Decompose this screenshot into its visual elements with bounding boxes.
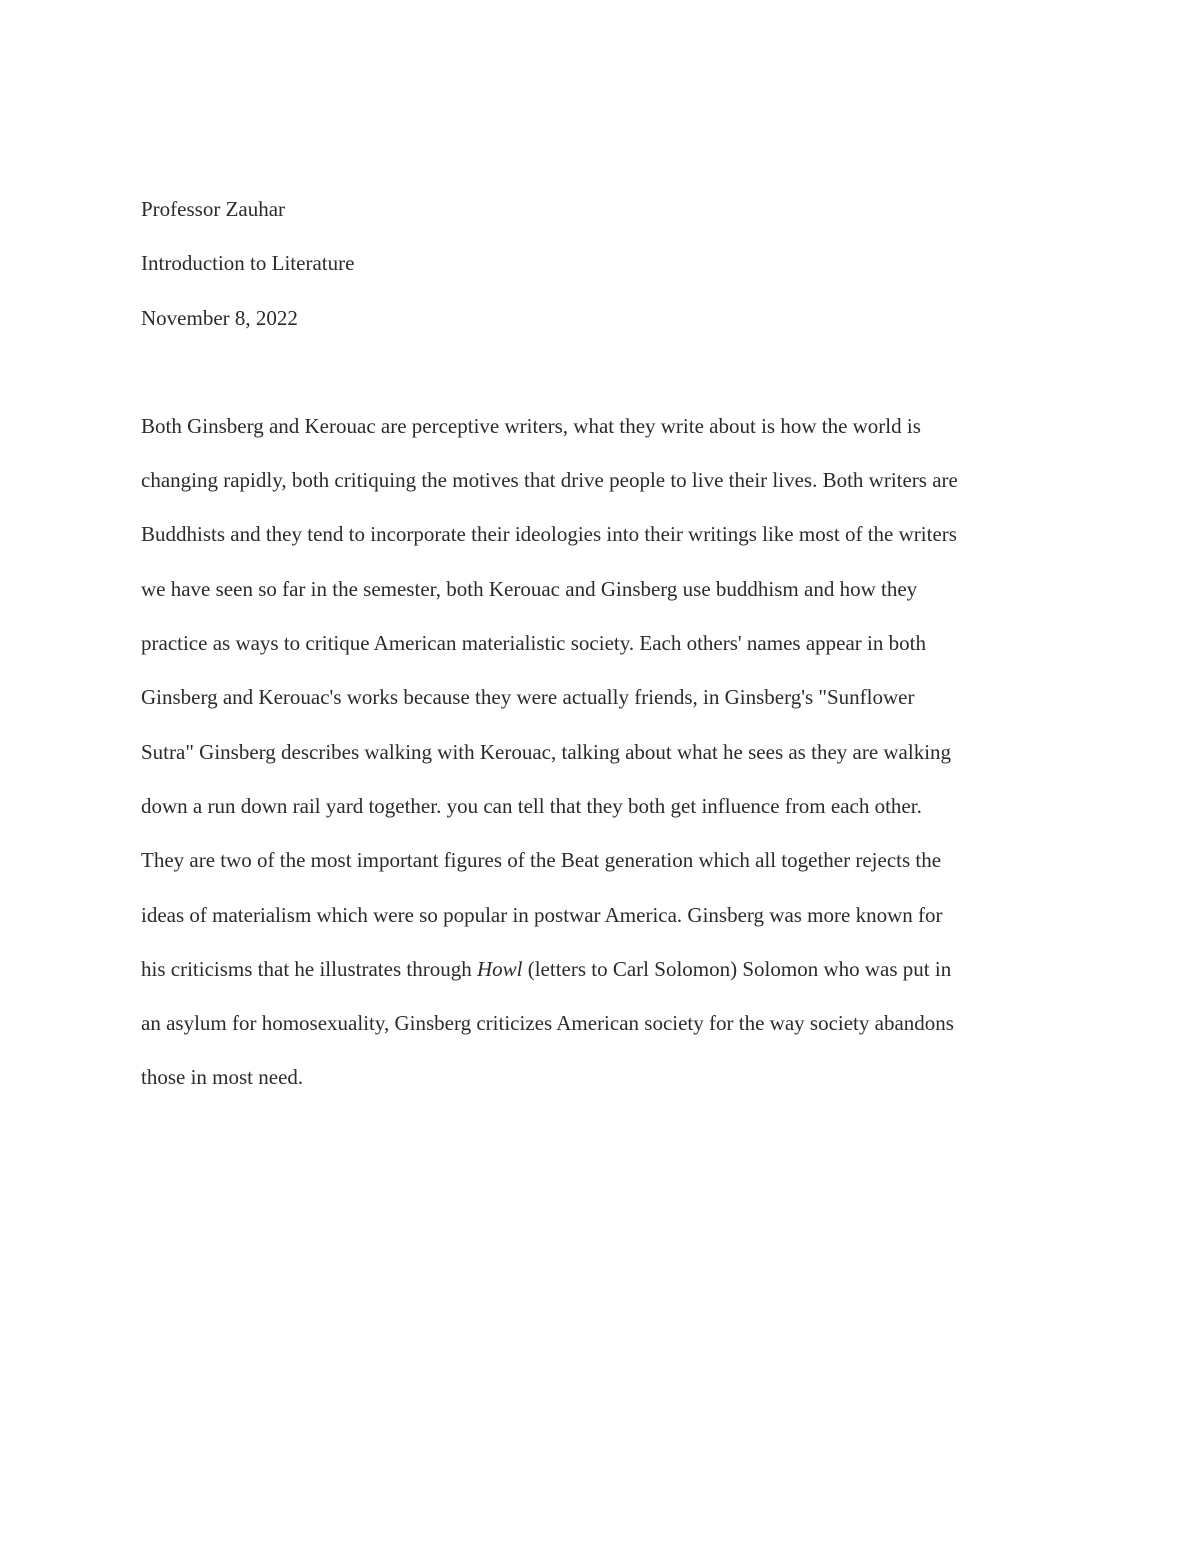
header-spacing xyxy=(141,353,1071,407)
paragraph-line: those in most need. xyxy=(141,1065,304,1090)
course-name: Introduction to Literature xyxy=(141,251,355,276)
howl-line-after: (letters to Carl Solomon) Solomon who was put in xyxy=(522,956,952,981)
paragraph-line: an asylum for homosexuality, Ginsberg criticizes American society for the way society abandons xyxy=(141,1011,954,1036)
paragraph-line: Sutra" Ginsberg describes walking with Kerouac, talking about what he sees as they are walking xyxy=(141,739,952,764)
essay xyxy=(141,190,1071,1113)
paragraph-line: ideas of materialism which were so popular in postwar America. Ginsberg was more known for xyxy=(141,902,943,927)
paragraph-line: changing rapidly, both critiquing the motives that drive people to live their lives. Both writers are xyxy=(141,468,958,493)
instructor-name: Professor Zauhar xyxy=(141,197,286,221)
essay-date: November 8, 2022 xyxy=(141,305,298,330)
paragraph-line-howl xyxy=(141,950,1071,1004)
paragraph-line: Buddhists and they tend to incorporate their ideologies into their writings like most of the writers xyxy=(141,522,957,547)
howl-title: Howl xyxy=(476,956,523,981)
howl-line-before: his criticisms that he illustrates through xyxy=(141,956,477,981)
paragraph-line: we have seen so far in the semester, both Kerouac and Ginsberg use buddhism and how they xyxy=(141,576,918,601)
paragraph-line: They are two of the most important figures of the Beat generation which all together rejects the xyxy=(141,848,942,873)
paragraph-line: Ginsberg and Kerouac's works because they were actually friends, in Ginsberg's "Sunflower xyxy=(141,685,915,710)
paragraph-line: practice as ways to critique American materialistic society. Each others' names appear in both xyxy=(141,631,926,656)
paragraph-line: Both Ginsberg and Kerouac are perceptive writers, what they write about is how the world is xyxy=(141,413,921,438)
paragraph-line: down a run down rail yard together. you can tell that they both get influence from each other. xyxy=(141,793,922,818)
